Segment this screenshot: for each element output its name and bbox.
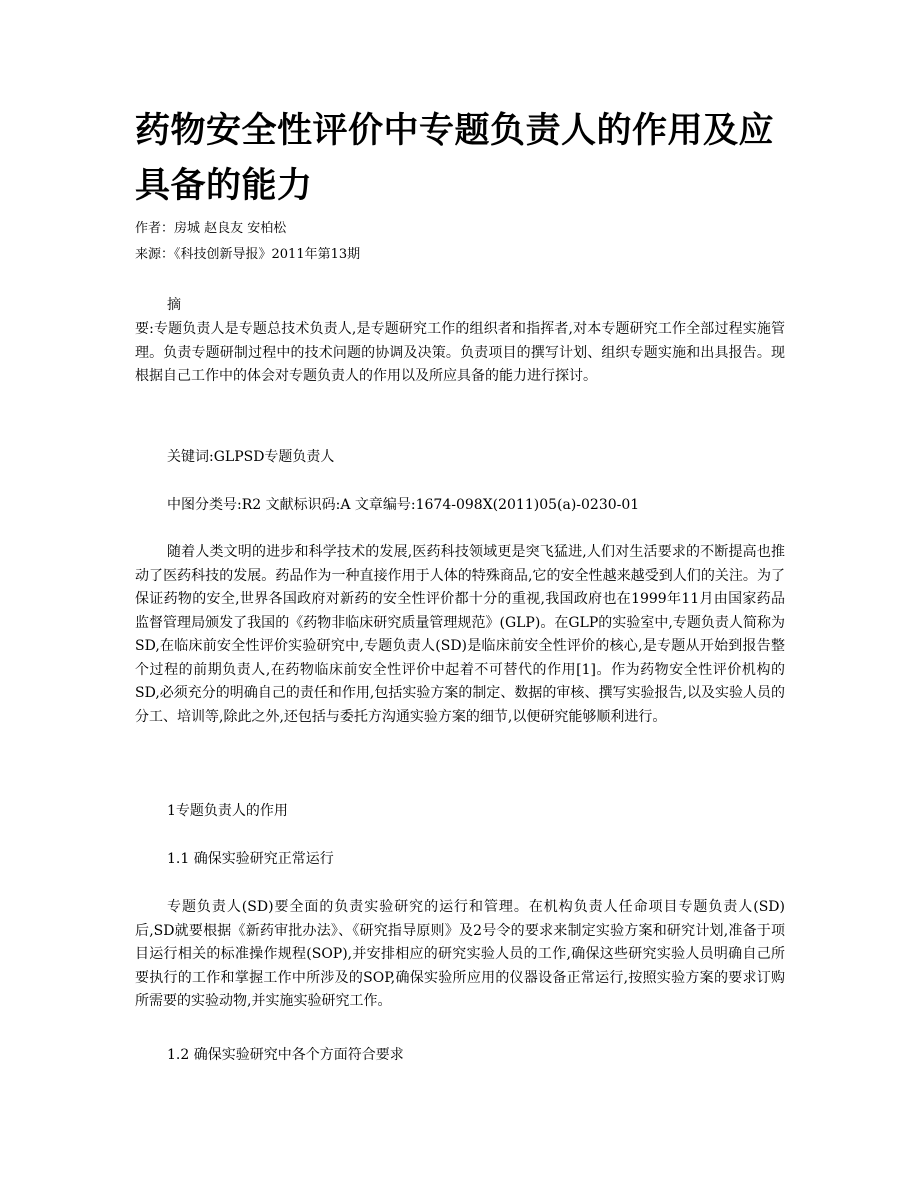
section-heading-1-2: 1.2 确保实验研究中各个方面符合要求 [167, 1047, 404, 1063]
authors-line: 作者：房城 赵良友 安柏松 [135, 221, 287, 236]
article-title: 药物安全性评价中专题负责人的作用及应具备的能力 [135, 111, 775, 206]
classification-line: 中图分类号:R2 文献标识码:A 文章编号:1674-098X(2011)05(a)-0230-01 [167, 497, 640, 513]
keywords-line: 关键词:GLPSD专题负责人 [167, 449, 335, 465]
body-paragraph-2: 专题负责人(SD)要全面的负责实验研究的运行和管理。在机构负责人任命项目专题负责人(SD)后,SD就要根据《新药审批办法》、《研究指导原则》及2号令的要求来制定实验方案和研究计划,准备于项目运行相关的标准操作规程(SOP),并安排相应的研究实验人员的工作,确保这些研究实验人员明确自己所要执行的工作和掌握工作中所涉及的SOP,确保实验所应用的仪器设备正常运行,按照实验方案的要求订购所需要的实验动物,并实施实验研究工作。 [135, 899, 785, 1009]
abstract-heading: 摘 [167, 297, 181, 313]
section-heading-1: 1专题负责人的作用 [167, 803, 288, 819]
abstract-body: 要:专题负责人是专题总技术负责人,是专题研究工作的组织者和指挥者,对本专题研究工作全部过程实施管理。负责专题研制过程中的技术问题的协调及决策。负责项目的撰写计划、组织专题实施和出具报告。现根据自己工作中的体会对专题负责人的作用以及所应具备的能力进行探讨。 [135, 321, 785, 384]
source-line: 来源：《科技创新导报》2011年第13期 [135, 247, 361, 262]
section-heading-1-1: 1.1 确保实验研究正常运行 [167, 851, 334, 867]
body-paragraph-1: 随着人类文明的进步和科学技术的发展,医药科技领域更是突飞猛进,人们对生活要求的不断提高也推动了医药科技的发展。药品作为一种直接作用于人体的特殊商品,它的安全性越来越受到人们的关注。为了保证药物的安全,世界各国政府对新药的安全性评价都十分的重视,我国政府也在1999年11月由国家药品监督管理局颁发了我国的《药物非临床研究质量管理规范》(GLP)。在GLP的实验室中,专题负责人简称为SD,在临床前安全性评价实验研究中,专题负责人(SD)是临床前安全性评价的核心,是专题从开始到报告整个过程的前期负责人,在药物临床前安全性评价中起着不可替代的作用[1]。作为药物安全性评价机构的SD,必须充分的明确自己的责任和作用,包括实验方案的制定、数据的审核、撰写实验报告,以及实验人员的分工、培训等,除此之外,还包括与委托方沟通实验方案的细节,以便研究能够顺利进行。 [135, 544, 785, 725]
